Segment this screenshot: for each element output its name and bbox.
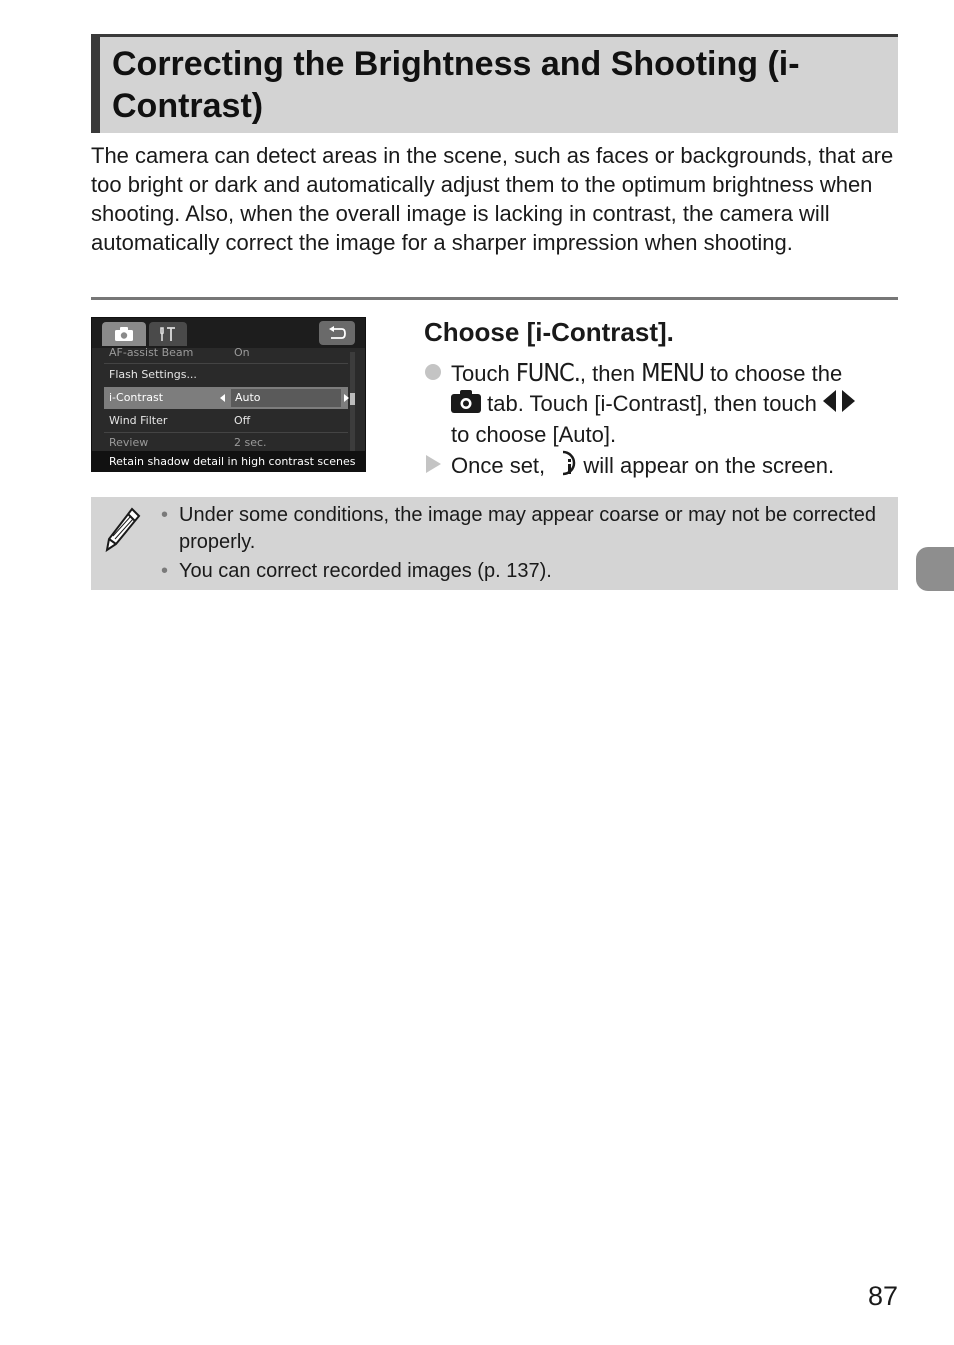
note-item: You can correct recorded images (p. 137).: [179, 560, 552, 582]
page-number: 87: [867, 1281, 898, 1311]
screen-scroll-thumb: [350, 393, 355, 405]
note-bullet-icon: •: [161, 560, 169, 582]
menu-row-value: Off: [234, 414, 251, 427]
menu-row-value: 2 sec.: [234, 436, 267, 449]
divider: [91, 297, 898, 300]
chapter-side-tab: [916, 547, 954, 591]
instruction-text: to choose the: [704, 361, 843, 386]
return-icon: [328, 326, 346, 340]
result-bullet-icon: [426, 455, 441, 473]
step-instruction-line-3: to choose [Auto].: [451, 422, 617, 447]
menu-button-label: MENU: [641, 358, 704, 387]
instruction-text: Once set,: [451, 452, 552, 478]
menu-row: [104, 410, 348, 432]
step-result-line: [451, 450, 834, 484]
page-title: Correcting the Brightness and Shooting (i-Contrast): [112, 45, 800, 125]
menu-row-value: Auto: [235, 391, 261, 404]
menu-row-label: Wind Filter: [109, 414, 168, 427]
instruction-text: , then: [579, 361, 642, 386]
menu-row: [104, 364, 348, 386]
instruction-text: will appear on the screen.: [577, 452, 835, 478]
intro-paragraph: The camera can detect areas in the scene, such as faces or backgrounds, that are too bright or dark and automatically adjust them to the optimum brightness when shooting. Also, when the overall image is lacking in contrast, the camera will automatically correct the image for a sharper impression when shooting.: [91, 143, 894, 255]
note-item: Under some conditions, the image may appear coarse or may not be corrected properly.: [179, 504, 877, 553]
func-button-label: FUNC.: [515, 358, 580, 387]
note-box: [91, 497, 898, 590]
left-right-arrows-icon: [823, 389, 855, 421]
camera-tab-icon: [451, 389, 481, 421]
camera-icon: [115, 327, 133, 341]
menu-row-label: AF-assist Beam: [109, 346, 194, 359]
menu-row-value: On: [234, 346, 250, 359]
i-contrast-icon: [551, 450, 577, 484]
pencil-icon: [104, 506, 142, 559]
screen-help-text: Retain shadow detail in high contrast scenes: [92, 451, 365, 472]
right-arrow-icon: [344, 394, 349, 402]
menu-row-label: i-Contrast: [109, 391, 164, 404]
menu-row-label: Review: [109, 436, 149, 449]
instruction-text: tab. Touch [i-Contrast], then touch: [481, 391, 824, 416]
left-arrow-icon: [220, 394, 225, 402]
section-header: [91, 34, 898, 133]
instruction-text: Touch: [451, 361, 516, 386]
menu-row: [104, 342, 348, 364]
tools-icon: [159, 327, 177, 341]
note-bullet-icon: •: [161, 504, 169, 526]
menu-row-selected: [104, 387, 348, 409]
operation-bullet-icon: [425, 364, 441, 380]
step-title: Choose [i-Contrast].: [424, 317, 674, 347]
camera-menu-screen: [91, 317, 366, 472]
menu-row-label: Flash Settings...: [109, 368, 197, 381]
step-instruction-line-1: [451, 358, 842, 389]
step-instruction-line-2: [451, 389, 855, 421]
